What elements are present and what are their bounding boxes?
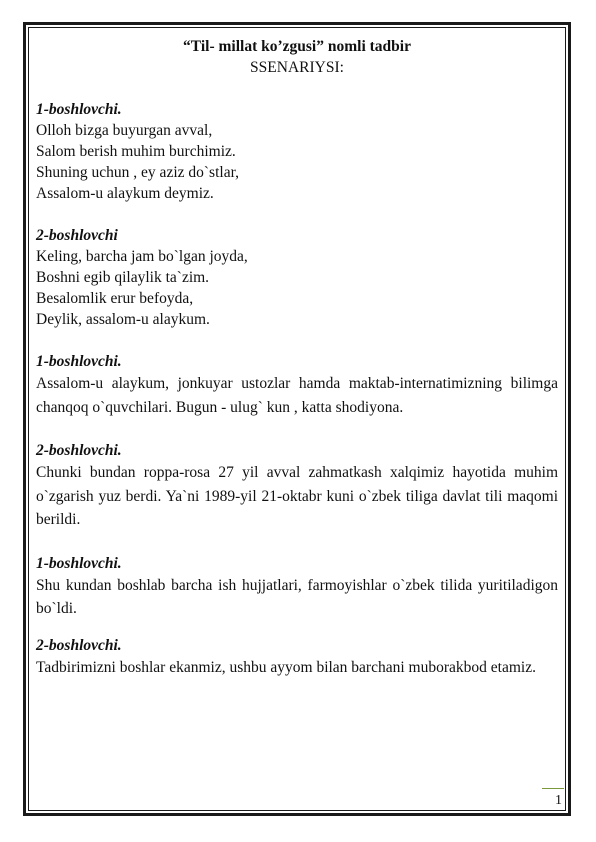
section-3	[36, 351, 558, 419]
paragraph: Assalom-u alaykum, jonkuyar ustozlar hamda maktab-internatimizning bilimga chanqoq o`quvchilari. Bugun - ulug` kun , katta shodiyona.	[36, 375, 558, 416]
section-6	[36, 635, 558, 680]
document-title: “Til- millat ko’zgusi” nomli tadbir	[183, 38, 411, 55]
speaker-label: 1-boshlovchi.	[36, 101, 122, 118]
speaker-label: 2-boshlovchi	[36, 227, 118, 244]
verse-line: Olloh bizga buyurgan avval,	[36, 122, 213, 139]
verse-line: Keling, barcha jam bo`lgan joyda,	[36, 248, 248, 265]
section-2	[36, 225, 558, 330]
speaker-label: 2-boshlovchi.	[36, 442, 122, 459]
verse-line: Shuning uchun , ey aziz do`stlar,	[36, 164, 239, 181]
document-body	[36, 36, 558, 679]
verse-line: Salom berish muhim burchimiz.	[36, 143, 236, 160]
verse-line: Assalom-u alaykum deymiz.	[36, 185, 214, 202]
paragraph: Shu kundan boshlab barcha ish hujjatlari, farmoyishlar o`zbek tilida yuritiladigon bo`ldi.	[36, 576, 558, 617]
speaker-label: 1-boshlovchi.	[36, 554, 122, 572]
paragraph: Tadbirimizni boshlar ekanmiz, ushbu ayyom bilan barchani muborakbod etamiz.	[36, 658, 536, 676]
section-1	[36, 99, 558, 204]
page-number-rule	[542, 788, 564, 789]
document-subtitle: SSENARIYSI:	[250, 59, 344, 76]
section-5	[36, 553, 558, 621]
speaker-label: 2-boshlovchi.	[36, 636, 122, 654]
verse-line: Boshni egib qilaylik ta`zim.	[36, 269, 210, 286]
paragraph: Chunki bundan roppa-rosa 27 yil avval zahmatkash xalqimiz hayotida muhim o`zgarish yuz berdi. Ya`ni 1989-yil 21-oktabr kuni o`zbek tiliga davlat tili maqomi berildi.	[36, 464, 558, 528]
section-4	[36, 440, 558, 532]
speaker-label: 1-boshlovchi.	[36, 353, 122, 370]
verse-line: Besalomlik erur befoyda,	[36, 290, 194, 307]
page-number: 1	[555, 793, 562, 808]
verse-line: Deylik, assalom-u alaykum.	[36, 311, 210, 328]
